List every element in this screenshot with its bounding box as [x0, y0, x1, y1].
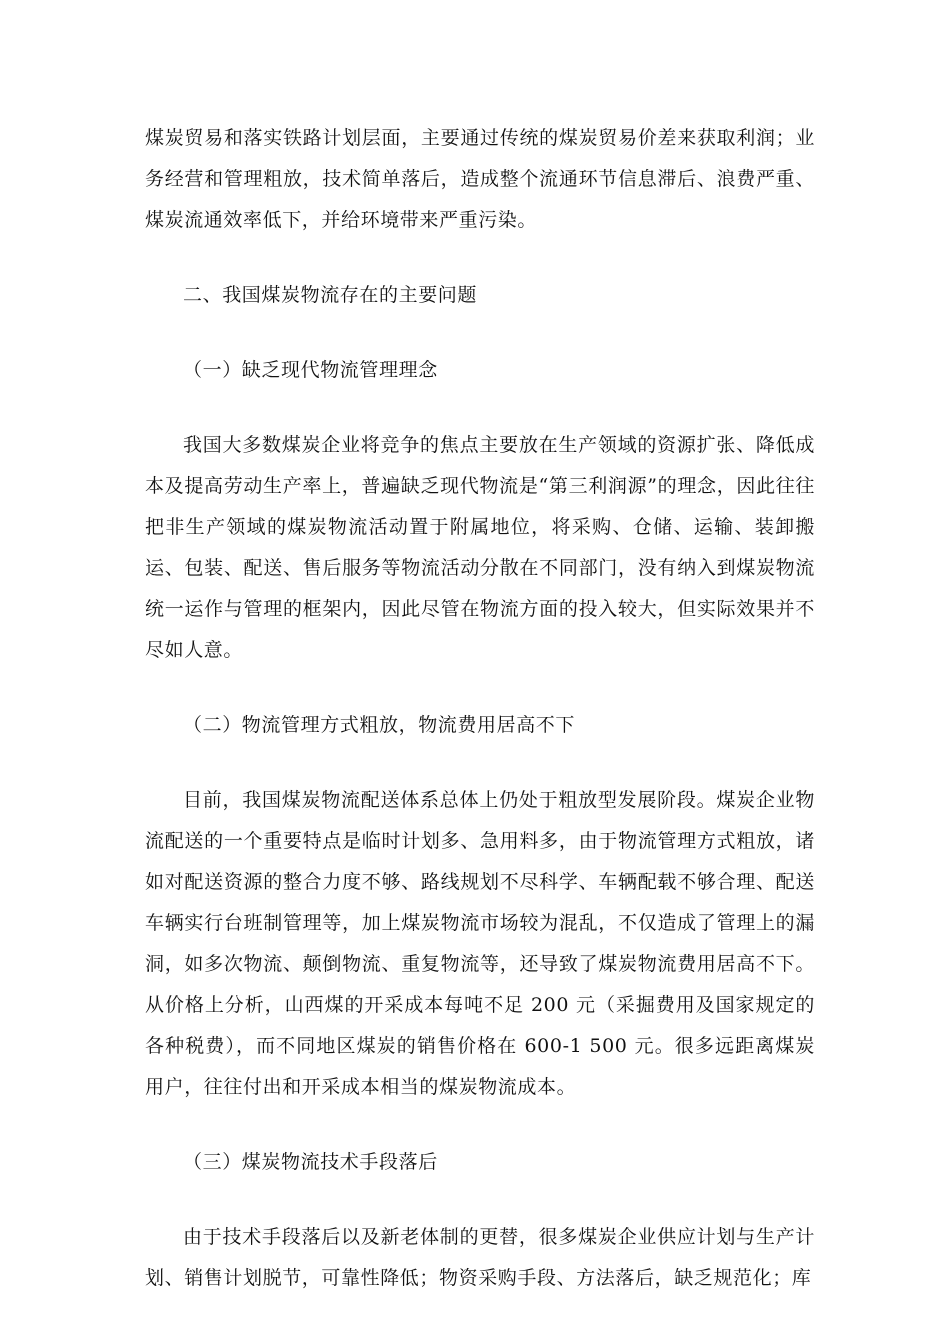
section-heading: 二、我国煤炭物流存在的主要问题: [183, 284, 478, 306]
body-paragraph-1: 我国大多数煤炭企业将竞争的焦点主要放在生产领域的资源扩张、降低成本及提高劳动生产率上，普遍缺乏现代物流是“第三利润源”的理念，因此往往把非生产领域的煤炭物流活动置于附属地位，将采购、仓储、运输、装卸搬运、包装、配送、售后服务等物流活动分散在不同部门，没有纳入到煤炭物流统一运作与管理的框架内，因此尽管在物流方面的投入较大，但实际效果并不尽如人意。: [145, 434, 815, 661]
document-body: [145, 118, 815, 1299]
subsection-heading-2: （二）物流管理方式粗放，物流费用居高不下: [183, 714, 576, 736]
paragraph-spacer: [145, 316, 815, 350]
paragraph-spacer: [145, 1183, 815, 1217]
paragraph-spacer: [145, 1108, 815, 1142]
paragraph-spacer: [145, 746, 815, 780]
subsection-heading-1: （一）缺乏现代物流管理理念: [183, 359, 438, 381]
paragraph-spacer: [145, 671, 815, 705]
body-paragraph-2: 目前，我国煤炭物流配送体系总体上仍处于粗放型发展阶段。煤炭企业物流配送的一个重要特点是临时计划多、急用料多，由于物流管理方式粗放，诸如对配送资源的整合力度不够、路线规划不尽科学、车辆配载不够合理、配送车辆实行台班制管理等，加上煤炭物流市场较为混乱，不仅造成了管理上的漏洞，如多次物流、颠倒物流、重复物流等，还导致了煤炭物流费用居高不下。从价格上分析，山西煤的开采成本每吨不足 200 元（采掘费用及国家规定的各种税费），而不同地区煤炭的销售价格在 600-1 500 元。很多远距离煤炭用户，往往付出和开采成本相当的煤炭物流成本。: [145, 789, 815, 1098]
paragraph-continued: 煤炭贸易和落实铁路计划层面，主要通过传统的煤炭贸易价差来获取利润；业务经营和管理粗放，技术简单落后，造成整个流通环节信息滞后、浪费严重、煤炭流通效率低下，并给环境带来严重污染。: [145, 127, 815, 231]
subsection-heading-3: （三）煤炭物流技术手段落后: [183, 1151, 438, 1173]
paragraph-spacer: [145, 241, 815, 275]
paragraph-spacer: [145, 391, 815, 425]
body-paragraph-3: 由于技术手段落后以及新老体制的更替，很多煤炭企业供应计划与生产计划、销售计划脱节，可靠性降低；物资采购手段、方法落后，缺乏规范化；库: [145, 1226, 815, 1289]
